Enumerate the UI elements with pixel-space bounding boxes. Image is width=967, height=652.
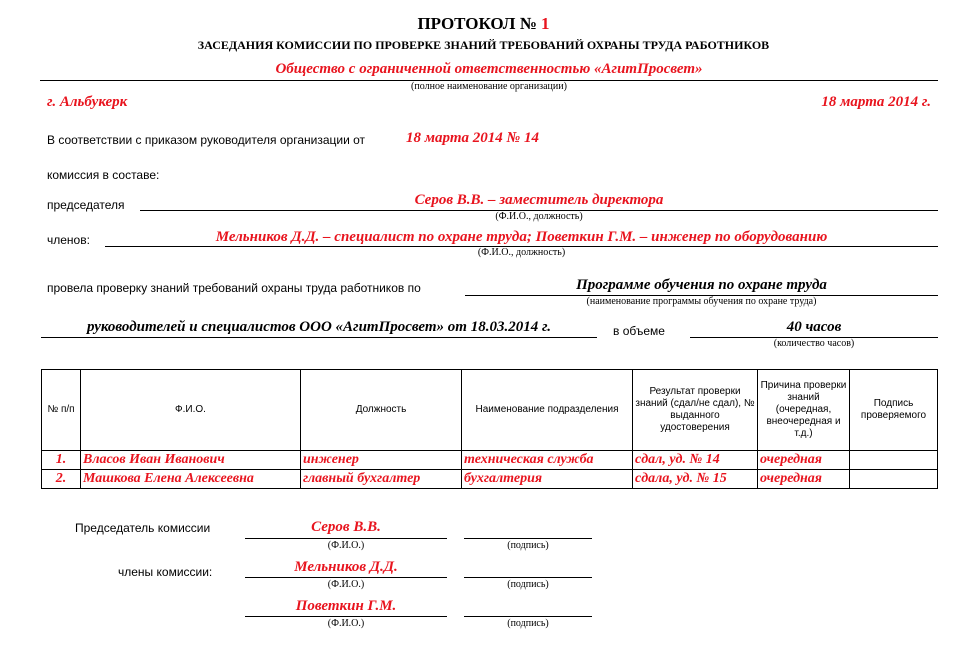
cell-result: сдал, уд. № 14 bbox=[633, 451, 758, 470]
volume-label: в объеме bbox=[613, 324, 665, 338]
members-value: Мельников Д.Д. – специалист по охране труда; Поветкин Г.М. – инженер по оборудованию bbox=[215, 229, 828, 245]
program-name: Программе обучения по охране труда bbox=[576, 277, 827, 293]
organization-hint: (полное наименование организации) bbox=[411, 81, 567, 92]
member1-fio-hint: (Ф.И.О.) bbox=[327, 579, 365, 590]
cell-signature bbox=[850, 470, 938, 489]
volume-hint: (количество часов) bbox=[773, 338, 855, 349]
cell-name: Власов Иван Иванович bbox=[81, 451, 301, 470]
check-label: провела проверку знаний требований охраны труда работников по bbox=[47, 281, 421, 295]
page-subtitle: ЗАСЕДАНИЯ КОМИССИИ ПО ПРОВЕРКЕ ЗНАНИЙ ТРЕБОВАНИЙ ОХРАНЫ ТРУДА РАБОТНИКОВ bbox=[197, 38, 770, 52]
cell-position: инженер bbox=[301, 451, 462, 470]
col-header-name: Ф.И.О. bbox=[81, 370, 301, 451]
col-header-department: Наименование подразделения bbox=[462, 370, 633, 451]
member1-fio-line bbox=[245, 577, 447, 578]
member1-sign-name: Мельников Д.Д. bbox=[294, 559, 398, 575]
member1-sign-hint: (подпись) bbox=[507, 579, 549, 590]
cell-name: Машкова Елена Алексеевна bbox=[81, 470, 301, 489]
cell-reason: очередная bbox=[758, 451, 850, 470]
city: г. Альбукерк bbox=[47, 94, 128, 110]
program-hint: (наименование программы обучения по охране труда) bbox=[586, 296, 817, 307]
chair-value: Серов В.В. – заместитель директора bbox=[414, 192, 664, 208]
member2-fio-line bbox=[245, 616, 447, 617]
order-value: 18 марта 2014 № 14 bbox=[406, 130, 539, 146]
organization-name: Общество с ограниченной ответственностью «АгитПросвет» bbox=[275, 61, 703, 77]
chair-label: председателя bbox=[47, 198, 125, 212]
cell-position: главный бухгалтер bbox=[301, 470, 462, 489]
member2-fio-hint: (Ф.И.О.) bbox=[327, 618, 365, 629]
protocol-number: 1 bbox=[541, 14, 550, 33]
cell-department: техническая служба bbox=[462, 451, 633, 470]
chair-fio-line bbox=[245, 538, 447, 539]
order-label: В соответствии с приказом руководителя организации от bbox=[47, 133, 366, 147]
col-header-position: Должность bbox=[301, 370, 462, 451]
cell-department: бухгалтерия bbox=[462, 470, 633, 489]
col-header-reason: Причина проверки знаний (очередная, внеочередная и т.д.) bbox=[758, 370, 850, 451]
results-table bbox=[41, 369, 938, 489]
page-title bbox=[0, 14, 967, 34]
cell-result: сдала, уд. № 15 bbox=[633, 470, 758, 489]
volume-value: 40 часов bbox=[786, 319, 842, 335]
members-sign-label: члены комиссии: bbox=[118, 565, 213, 579]
chair-sign-line bbox=[464, 538, 592, 539]
col-header-num: № п/п bbox=[42, 370, 81, 451]
member1-sign-line bbox=[464, 577, 592, 578]
member2-sign-name: Поветкин Г.М. bbox=[295, 598, 397, 614]
members-label: членов: bbox=[47, 233, 90, 247]
chair-hint: (Ф.И.О., должность) bbox=[495, 211, 583, 222]
cell-reason: очередная bbox=[758, 470, 850, 489]
chair-sign-name: Серов В.В. bbox=[311, 519, 381, 535]
table-row bbox=[42, 451, 938, 470]
audience-line bbox=[41, 337, 597, 338]
table-row bbox=[42, 470, 938, 489]
date: 18 марта 2014 г. bbox=[821, 94, 931, 110]
member2-sign-hint: (подпись) bbox=[507, 618, 549, 629]
cell-num: 2. bbox=[42, 470, 81, 489]
member2-sign-line bbox=[464, 616, 592, 617]
cell-num: 1. bbox=[42, 451, 81, 470]
audience: руководителей и специалистов ООО «АгитПросвет» от 18.03.2014 г. bbox=[86, 319, 552, 335]
col-header-result: Результат проверки знаний (сдал/не сдал), № выданного удостоверения bbox=[633, 370, 758, 451]
commission-label: комиссия в составе: bbox=[47, 168, 160, 182]
col-header-signature: Подпись проверяемого bbox=[850, 370, 938, 451]
chair-fio-hint: (Ф.И.О.) bbox=[327, 540, 365, 551]
chair-sign-hint: (подпись) bbox=[507, 540, 549, 551]
table-header-row bbox=[42, 370, 938, 451]
cell-signature bbox=[850, 451, 938, 470]
title-prefix: ПРОТОКОЛ № bbox=[417, 14, 542, 33]
members-hint: (Ф.И.О., должность) bbox=[477, 247, 566, 258]
chair-sign-label: Председатель комиссии bbox=[75, 521, 211, 535]
